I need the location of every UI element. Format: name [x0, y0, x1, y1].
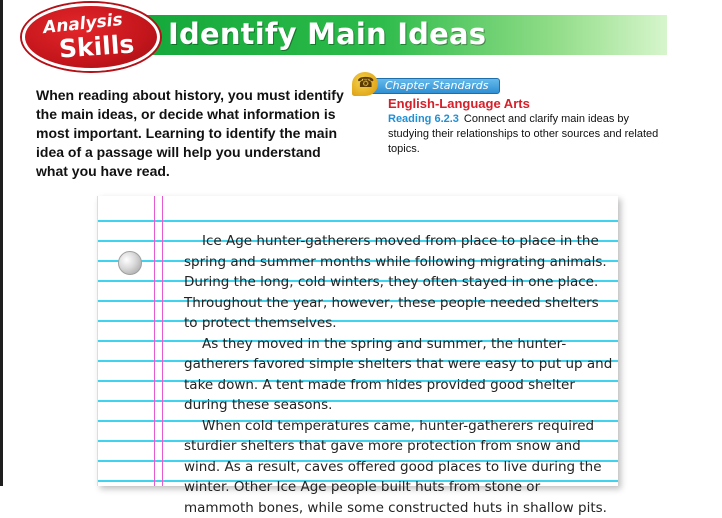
- standards-subject: English-Language Arts: [388, 96, 530, 111]
- notebook-paper: [97, 196, 618, 486]
- passage-paragraph: Ice Age hunter-gatherers moved from place to place in the spring and summer months while following migrating animals. During the long, cold winters, they often stayed in one place. Throughout the year, however, these people needed shelters to protect themselves.: [184, 231, 614, 334]
- badge-line-skills: Skills: [58, 29, 135, 63]
- passage-paragraph: When cold temperatures came, hunter-gatherers required sturdier shelters that gave more protection from snow and wind. As a result, caves offered good places to live during the winter. Other Ice Age people built huts from stone or mammoth bones, while some constructed huts in shallow pits.: [184, 416, 614, 518]
- binder-hole: [118, 251, 142, 275]
- phone-icon: ☎: [352, 72, 378, 96]
- passage: [184, 231, 614, 518]
- standards-banner-text: Chapter Standards: [385, 79, 488, 93]
- standards-description: [388, 112, 668, 157]
- chapter-standards-label: [352, 72, 502, 94]
- standards-code: Reading 6.2.3: [388, 113, 459, 125]
- badge-line-analysis: Analysis: [42, 10, 123, 38]
- title-banner: [140, 15, 667, 55]
- standards-banner: [370, 78, 500, 94]
- passage-paragraph: As they moved in the spring and summer, the hunter-gatherers favored simple shelters that were easy to put up and take down. A tent made from hides provided good shelter during these seasons.: [184, 334, 614, 416]
- analysis-skills-badge: [22, 3, 160, 71]
- standards-text: Connect and clarify main ideas by studying their relationships to other sources and related topics.: [388, 113, 658, 155]
- page-title: Identify Main Ideas: [168, 17, 486, 51]
- page-edge-rule: [0, 0, 3, 486]
- intro-paragraph: When reading about history, you must identify the main ideas, or decide what information is most important. Learning to identify the main idea of a passage will help you understand what you have read.: [36, 86, 354, 181]
- margin-lines: [154, 196, 163, 486]
